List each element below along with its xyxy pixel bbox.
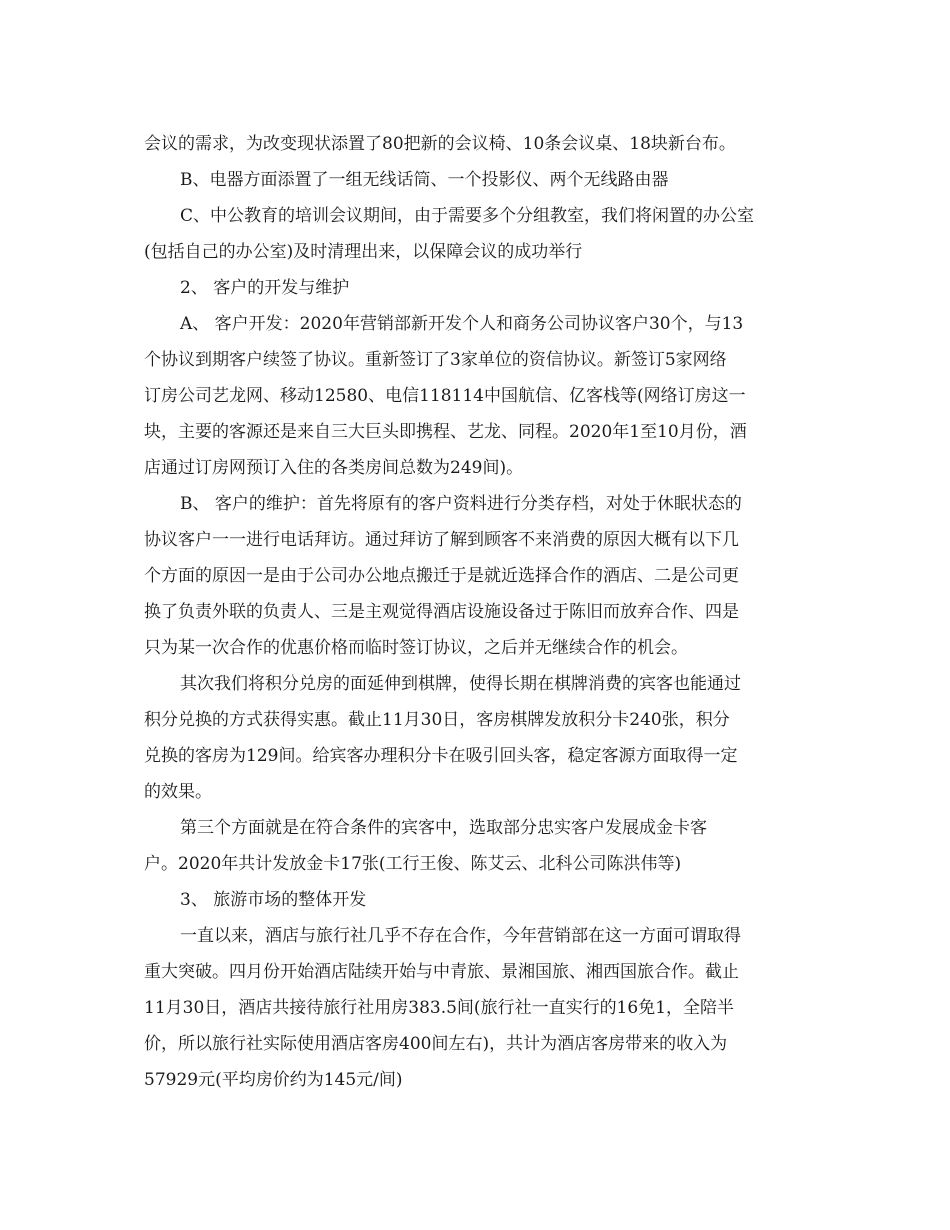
text-line: 3、 旅游市场的整体开发 [180, 890, 367, 910]
text-line: 订房公司艺龙网、移动12580、电信118114中国航信、亿客栈等(网络订房这一 [144, 386, 746, 406]
text-line: 其次我们将积分兑房的面延伸到棋牌，使得长期在棋牌消费的宾客也能通过 [180, 674, 741, 694]
text-line: A、 客户开发：2020年营销部新开发个人和商务公司协议客户30个，与13 [180, 314, 744, 334]
text-line: B、 客户的维护：首先将原有的客户资料进行分类存档，对处于休眠状态的 [180, 494, 742, 514]
text-line: 会议的需求，为改变现状添置了80把新的会议椅、10条会议桌、18块新台布。 [144, 134, 736, 154]
text-line: B、电器方面添置了一组无线话筒、一个投影仪、两个无线路由器 [180, 170, 669, 190]
text-line: 积分兑换的方式获得实惠。截止11月30日，客房棋牌发放积分卡240张，积分 [144, 710, 730, 730]
document-body [144, 126, 808, 1098]
text-line: 只为某一次合作的优惠价格而临时签订协议，之后并无继续合作的机会。 [144, 638, 688, 658]
text-line: (包括自己的办公室)及时清理出来，以保障会议的成功举行 [144, 242, 583, 262]
text-line: 一直以来，酒店与旅行社几乎不存在合作，今年营销部在这一方面可谓取得 [180, 926, 741, 946]
text-line: 重大突破。四月份开始酒店陆续开始与中青旅、景湘国旅、湘西国旅合作。截止 [144, 962, 739, 982]
text-line: 价，所以旅行社实际使用酒店客房400间左右)，共计为酒店客房带来的收入为 [144, 1034, 728, 1054]
text-line: 个方面的原因一是由于公司办公地点搬迁于是就近选择合作的酒店、二是公司更 [144, 566, 739, 586]
text-line: 协议客户一一进行电话拜访。通过拜访了解到顾客不来消费的原因大概有以下几 [144, 530, 739, 550]
text-line: 的效果。 [144, 782, 212, 802]
text-line: 店通过订房网预订入住的各类房间总数为249间)。 [144, 458, 524, 478]
text-line: 第三个方面就是在符合条件的宾客中，选取部分忠实客户发展成金卡客 [180, 818, 707, 838]
text-line: 兑换的客房为129间。给宾客办理积分卡在吸引回头客，稳定客源方面取得一定 [144, 746, 738, 766]
text-line: 换了负责外联的负责人、三是主观觉得酒店设施设备过于陈旧而放弃合作、四是 [144, 602, 739, 622]
text-line: 11月30日，酒店共接待旅行社用房383.5间(旅行社一直实行的16免1，全陪半 [144, 998, 735, 1018]
text-line: 个协议到期客户续签了协议。重新签订了3家单位的资信协议。新签订5家网络 [144, 350, 727, 370]
text-line: C、中公教育的培训会议期间，由于需要多个分组教室，我们将闲置的办公室 [180, 206, 755, 226]
text-line: 块，主要的客源还是来自三大巨头即携程、艺龙、同程。2020年1至10月份，酒 [144, 422, 747, 442]
text-line: 2、 客户的开发与维护 [180, 278, 350, 298]
text-line: 57929元(平均房价约为145元/间) [144, 1070, 403, 1090]
text-line: 户。2020年共计发放金卡17张(工行王俊、陈艾云、北科公司陈洪伟等) [144, 854, 682, 874]
